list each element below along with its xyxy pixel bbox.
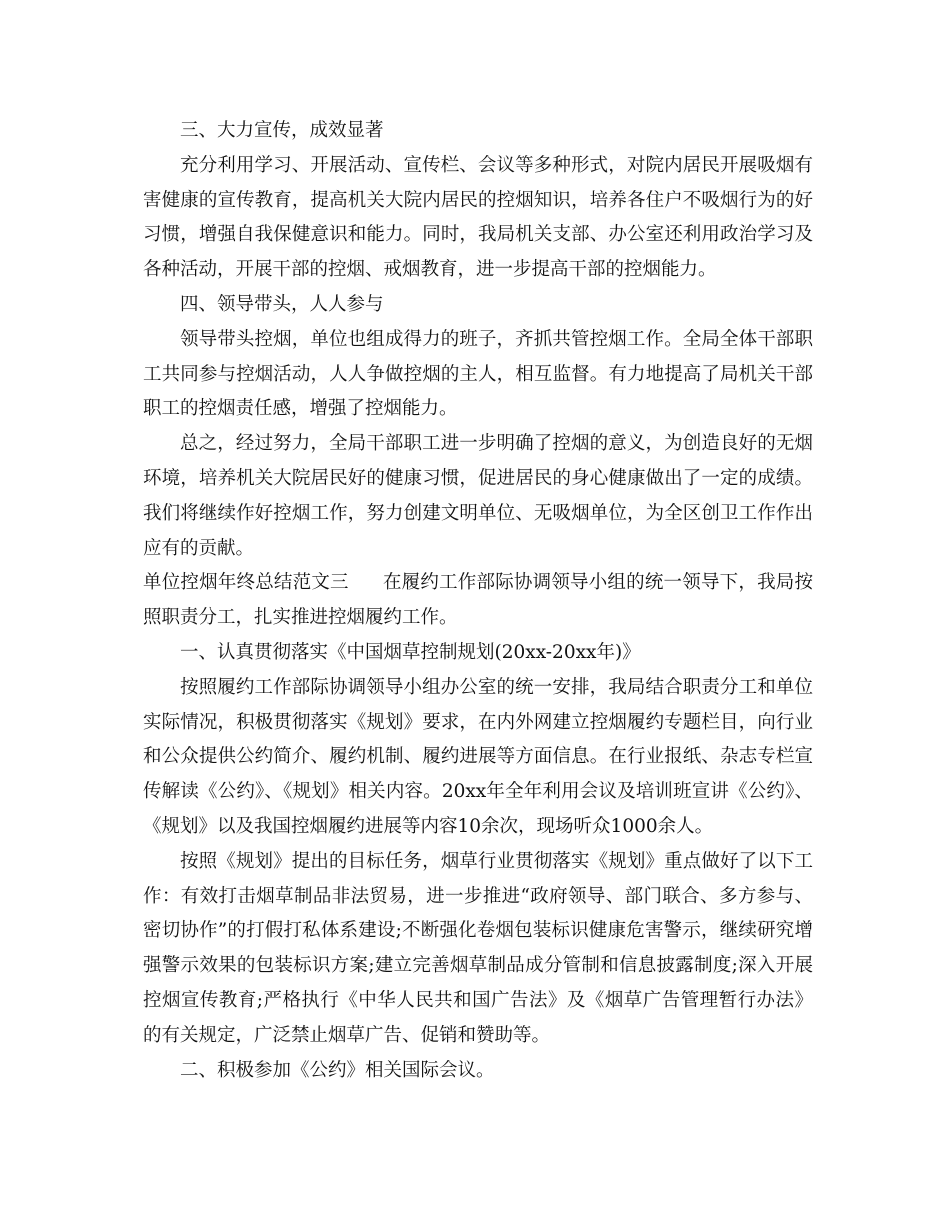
document-body (143, 114, 813, 1088)
section-paragraph-3: 充分利用学习、开展活动、宣传栏、会议等多种形式，对院内居民开展吸烟有害健康的宣传教育，提高机关大院内居民的控烟知识，培养各住户不吸烟行为的好习惯，增强自我保健意识和能力。同时，我局机关支部、办公室还利用政治学习及各种活动，开展干部的控烟、戒烟教育，进一步提高干部的控烟能力。 (143, 154, 813, 281)
section-heading-3: 三、大力宣传，成效显著 (180, 120, 384, 141)
part1-paragraph-1: 按照履约工作部际协调领导小组办公室的统一安排，我局结合职责分工和单位实际情况，积极贯彻落实《规划》要求，在内外网建立控烟履约专题栏目，向行业和公众提供公约简介、履约机制、履约进展等方面信息。在行业报纸、杂志专栏宣传解读《公约》、《规划》相关内容。20xx年全年利用会议及培训班宣讲《公约》、《规划》以及我国控烟履约进展等内容10余次，现场听众1000余人。 (143, 676, 813, 837)
sample3-intro: 在履约工作部际协调领导小组的统一领导下，我局按照职责分工，扎实推进控烟履约工作。 (143, 572, 813, 629)
sample3-title: 单位控烟年终总结范文三 (143, 572, 349, 594)
conclusion-paragraph: 总之，经过努力，全局干部职工进一步明确了控烟的意义，为创造良好的无烟环境，培养机关大院居民好的健康习惯，促进居民的身心健康做出了一定的成绩。我们将继续作好控烟工作，努力创建文明单位、无吸烟单位，为全区创卫工作作出应有的贡献。 (143, 433, 813, 559)
section-paragraph-4: 领导带头控烟，单位也组成得力的班子，齐抓共管控烟工作。全局全体干部职工共同参与控烟活动，人人争做控烟的主人，相互监督。有力地提高了局机关干部职工的控烟责任感，增强了控烟能力。 (143, 328, 813, 420)
part2-heading: 二、积极参加《公约》相关国际会议。 (180, 1059, 495, 1081)
part1-heading: 一、认真贯彻落实《中国烟草控制规划(20xx-20xx年)》 (180, 641, 641, 663)
sample3-title-line (143, 566, 813, 636)
section-heading-4: 四、领导带头，人人参与 (180, 293, 384, 315)
part1-paragraph-2: 按照《规划》提出的目标任务，烟草行业贯彻落实《规划》重点做好了以下工作：有效打击烟草制品非法贸易，进一步推进“政府领导、部门联合、多方参与、密切协作”的打假打私体系建设;不断强化卷烟包装标识健康危害警示，继续研究增强警示效果的包装标识方案;建立完善烟草制品成分管制和信息披露制度;深入开展控烟宣传教育;严格执行《中华人民共和国广告法》及《烟草广告管理暂行办法》的有关规定，广泛禁止烟草广告、促销和赞助等。 (143, 850, 813, 1046)
